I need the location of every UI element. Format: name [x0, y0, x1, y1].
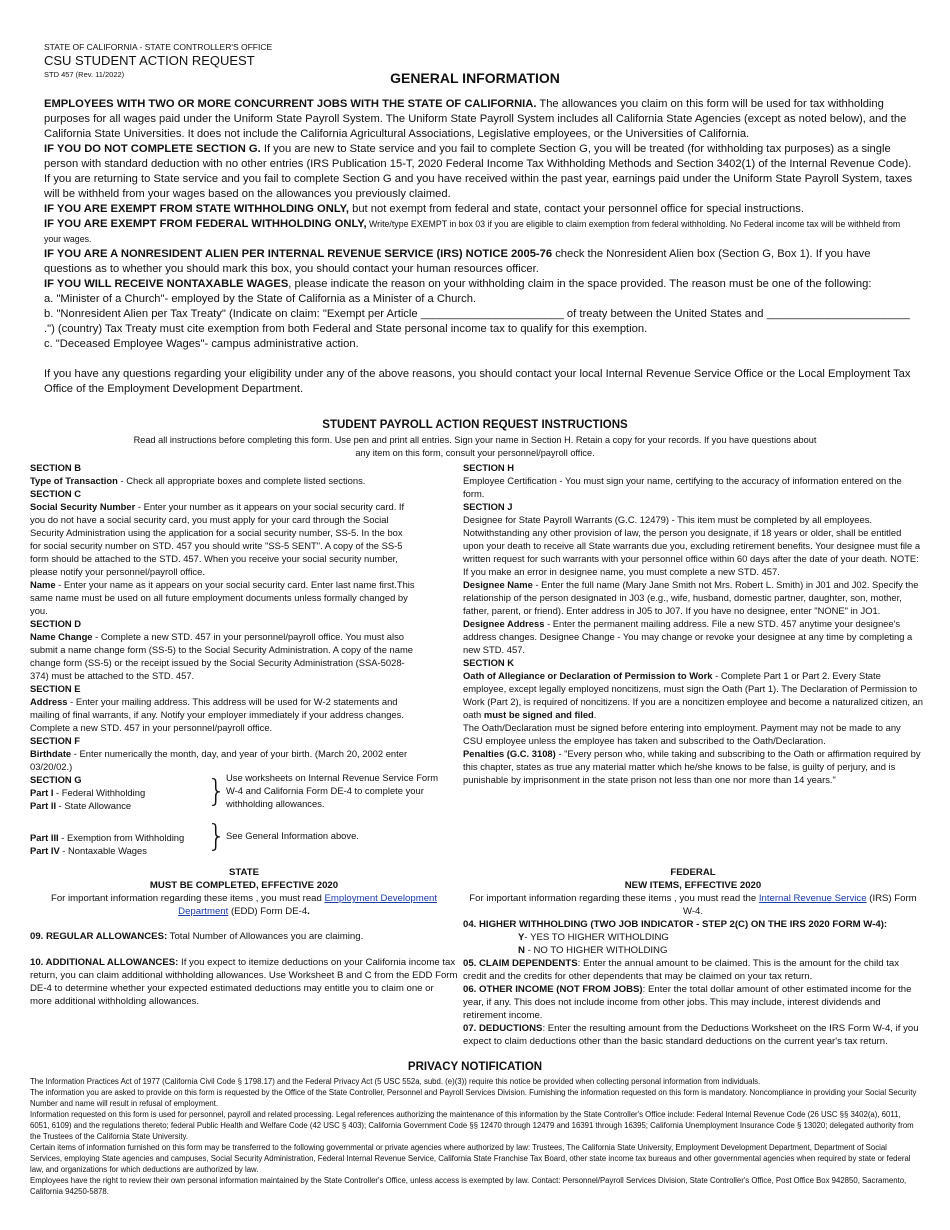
brace-icon: } — [207, 819, 227, 854]
section-k-heading: SECTION K — [463, 657, 515, 668]
nontaxable-paragraph: IF YOU WILL RECEIVE NONTAXABLE WAGES, please indicate the reason on your withholding claim in the space provided. The reason must be one of the following: — [44, 278, 872, 290]
part-iii-label: Part III - Exemption from Withholding — [30, 832, 185, 843]
returning-paragraph: If you are returning to State service and you fail to complete Section G and you have received within the past year, earnings paid under the Uniform State Payroll System, taxes will be withheld from your wages based on the allowances you previously claimed. — [44, 173, 913, 200]
privacy-paragraph: Certain items of information furnished on this form may be transferred to the following governmental or private agencies where authorized by law: Trustees, The California State University, Employment Development Department, Department of Social Services, employing State agencies and campuses, Social Security Administration, Federal Internal Revenue Service, California State Franchise Tax Board, other state income tax bureaus and other governmental agencies when required by state or federal law, and organizations for which deductions are authorized by law. — [30, 1143, 911, 1174]
federal-heading: FEDERAL — [670, 867, 716, 878]
instructions-right-column — [463, 461, 923, 786]
penalties-text: Penalties (G.C. 3108) - "Every person who, while taking and subscribing to the Oath or affirmation required by this chapter, states as true any material matter which he/she knows to be false, is guilty of perjury, and is punishable by imprisonment in the state prison not less than one nor more than 14 years." — [463, 748, 921, 785]
part-iv-label: Part IV - Nontaxable Wages — [30, 845, 147, 856]
birthdate-instructions: Birthdate - Enter numerically the month, day, and year of your birth. (March 20, 2002 enter 03/20/02.) — [30, 748, 408, 772]
state-items-block — [30, 866, 458, 1008]
regular-allowances-text: 09. REGULAR ALLOWANCES: Total Number of Allowances you are claiming. — [30, 931, 364, 942]
employee-certification-text: Employee Certification - You must sign your name, certifying to the accuracy of information entered on the form. — [463, 475, 902, 499]
additional-allowances-text: 10. ADDITIONAL ALLOWANCES: If you expect to itemize deductions on your California income tax return, you can claim additional withholding allowances. Use Worksheet B and C from the EDD Form DE-4 to determine whether your expected estimated deductions may entitle you to claim one or more additional withholding allowances. — [30, 957, 458, 1007]
state-info: For important information regarding these items , you must read Employment Development Department (EDD) Form DE-4. — [50, 893, 438, 917]
designee-warrants-text: Designee for State Payroll Warrants (G.C. 12479) - This item must be completed by all employees. Notwithstanding any other provision of law, the person you designate, if 18 years or older, shall be entitled upon your death to receive all State warrants due you, excluding retirement benefits. Your designee must file a written request for such warrants with your personnel office within 60 days after the date of your death. NOTE: If you make an error in designee name, you must complete a new STD. 457. — [463, 514, 921, 577]
concurrent-jobs-paragraph: EMPLOYEES WITH TWO OR MORE CONCURRENT JOBS WITH THE STATE OF CALIFORNIA. The allowances you claim on this form will be used for tax withholding purposes for all wages paid under the Uniform State Payroll System. The Uniform State Payroll System includes all California State Agencies (except as noted below), and the California State Universities. It does not include the California Agricultural Associations, Legislative employees, or the Universities of California. — [44, 98, 907, 140]
section-f-heading: SECTION F — [30, 735, 81, 746]
nonresident-paragraph: IF YOU ARE A NONRESIDENT ALIEN PER INTERNAL REVENUE SERVICE (IRS) NOTICE 2005-76 check the Nonresident Alien box (Section G, Box 1). If you have questions as to whether you should mark this box, you should contact your human resources officer. — [44, 248, 871, 275]
federal-subheading: NEW ITEMS, EFFECTIVE 2020 — [624, 880, 762, 891]
name-instructions: Name - Enter your name as it appears on your social security card. Enter last name first.This same name must be used on all future employment documents unless formally changed by you. — [30, 579, 415, 616]
section-d-heading: SECTION D — [30, 618, 82, 629]
higher-withholding-heading: 04. HIGHER WITHHOLDING (TWO JOB INDICATOR - STEP 2(C) ON THE IRS 2020 FORM W-4): — [463, 919, 888, 930]
form-number: STD 457 (Rev. 11/2022) — [44, 70, 125, 79]
higher-withholding-no: N - NO TO HIGHER WITHOLDING — [518, 945, 668, 956]
designee-name-text: Designee Name - Enter the full name (Mary Jane Smith not Mrs. Robert L. Smith) in J01 and J02. Specify the relationship of the person designated in J03 (e.g., wife, husband, domestic partner, daughter, son, mother, father, parent, or friend). Enter address in J05 to J07. If you have no designee, enter "NONE" in JO1. — [463, 579, 919, 616]
name-change-instructions: Name Change - Complete a new STD. 457 in your personnel/payroll office. You must also submit a name change form (SS-5) to the Social Security Administration. A copy of the name change form (SS-5) or the receipt issued by the Social Security Administration (SSA-5028-374) must be attached to the STD. 457. — [30, 631, 413, 681]
brace-icon: } — [207, 774, 227, 809]
reason-item-c: c. "Deceased Employee Wages"- campus administrative action. — [44, 338, 359, 350]
state-subheading: MUST BE COMPLETED, EFFECTIVE 2020 — [149, 880, 339, 891]
general-info-body — [44, 97, 914, 397]
claim-dependents-text: 05. CLAIM DEPENDENTS: Enter the annual amount to be claimed. This is the amount for the child tax credit and the credits for other dependents that may be claimed on your tax return. — [463, 958, 900, 982]
no-section-g-paragraph: IF YOU DO NOT COMPLETE SECTION G. If you are new to State service and you fail to complete Section G, you will be treated (for withholding tax purposes) as a single person with standard deduction with no other entries (IRS Publication 15-T, 2020 Federal Income Tax Withholding Methods and Section 3402(1) of the Internal Revenue Code). — [44, 143, 912, 170]
other-income-text: 06. OTHER INCOME (NOT FROM JOBS): Enter the total dollar amount of other estimated income for the year, if any. This does not include income from other jobs. This may include, interest dividends and retirement income. — [463, 984, 912, 1021]
part-i-label: Part I - Federal Withholding — [30, 787, 146, 798]
privacy-title: PRIVACY NOTIFICATION — [407, 1061, 543, 1073]
state-heading: STATE — [228, 867, 260, 878]
part-ii-label: Part II - State Allowance — [30, 800, 132, 811]
instructions-left-column — [30, 461, 439, 859]
general-info-note: See General Information above. — [226, 830, 359, 841]
address-instructions: Address - Enter your mailing address. This address will be used for W-2 statements and mailing of final warrants, if any. Notify your employer immediately if your address changes. Complete a new STD. 457 in your personnel/payroll office. — [30, 696, 404, 733]
section-g-heading: SECTION G — [30, 774, 82, 785]
oath-text: Oath of Allegiance or Declaration of Permission to Work - Complete Part 1 or Part 2. Every State employee, except legally employed noncitizens, must sign the Oath (Part 1). The Declaration of Permission to Work (Part 2), is required of noncitizens. If you are a noncitizen employee and become a naturalized citizen, an oath must be signed and filed. — [463, 670, 923, 720]
privacy-paragraph: Employees have the right to review their own personal information maintained by the State Controller's Office, unless access is exempted by law. Contact: Personnel/Payroll Services Division, State Controller's Office, Post Office Box 942850, Sacramento, California 94250-5878. — [30, 1176, 907, 1196]
deductions-text: 07. DEDUCTIONS: Enter the resulting amount from the Deductions Worksheet on the IRS Form W-4, if you expect to claim deductions other than the basic standard deductions on the current year's tax return. — [463, 1023, 919, 1047]
exempt-state-paragraph: IF YOU ARE EXEMPT FROM STATE WITHHOLDING ONLY, but not exempt from federal and state, contact your personnel office for special instructions. — [44, 203, 804, 215]
section-e-heading: SECTION E — [30, 683, 81, 694]
worksheet-note: Use worksheets on Internal Revenue Service Form W-4 and California Form DE-4 to complete your withholding allowances. — [226, 772, 439, 809]
privacy-paragraph: The information you are asked to provide on this form is requested by the Office of the State Controller, Personnel and Payroll Services Division. Furnishing the information requested on this form is mandatory. Noncompliance in providing your Social Security Number and name will result in refusal of employment. — [30, 1088, 917, 1108]
higher-withholding-yes: Y- YES TO HIGHER WITHOLDING — [518, 932, 669, 943]
privacy-paragraph: The Information Practices Act of 1977 (California Civil Code § 1798.17) and the Federal Privacy Act (5 USC 552a, subd. (e)(3)) require this notice be provided when collecting personal information from individuals. — [30, 1077, 761, 1086]
instructions-intro: Read all instructions before completing this form. Use pen and print all entries. Sign your name in Section H. Retain a copy for your records. If you have questions about any item on this form, consult your personnel/payroll office. — [133, 435, 817, 458]
section-j-heading: SECTION J — [463, 501, 513, 512]
general-info-title: GENERAL INFORMATION — [390, 70, 560, 86]
designee-address-text: Designee Address - Enter the permanent mailing address. File a new STD. 457 anytime your designee's address changes. Designee Change - You may change or revoke your designee at any time by completing a new STD. 457. — [463, 618, 913, 655]
agency-name: STATE OF CALIFORNIA - STATE CONTROLLER'S OFFICE — [44, 42, 273, 52]
reason-item-b: b. "Nonresident Alien per Tax Treaty" (Indicate on claim: "Exempt per Article _______________________ of treaty between the United States and _______________________ .") (country) Tax Treaty must cite exemption from both Federal and State personal income tax to qualify for this exemption. — [44, 308, 910, 335]
irs-link[interactable]: Internal Revenue Service — [758, 893, 867, 904]
section-g-block — [30, 772, 439, 859]
privacy-notification — [30, 1076, 920, 1197]
section-c-heading: SECTION C — [30, 488, 82, 499]
edd-link[interactable]: Employment Development Department — [178, 893, 438, 917]
section-b-text: Type of Transaction - Check all appropriate boxes and complete listed sections. — [30, 475, 366, 486]
federal-items-block — [463, 866, 923, 1048]
section-b-heading: SECTION B — [30, 462, 82, 473]
oath-timing-text: The Oath/Declaration must be signed before entering into employment. Payment may not be made to any CSU employee unless the employee has taken and subscribed to the Oath/Declaration. — [463, 722, 901, 746]
federal-info: For important information regarding these items , you must read the Internal Revenue Service (IRS) Form W-4. — [469, 893, 917, 917]
reason-item-a: a. "Minister of a Church"- employed by the State of California as a Minister of a Church. — [44, 293, 477, 305]
exempt-federal-paragraph: IF YOU ARE EXEMPT FROM FEDERAL WITHHOLDING ONLY, Write/type EXEMPT in box 03 if you are eligible to claim exemption from federal withholding. No Federal income tax will be withheld from your wages. — [44, 218, 901, 244]
privacy-paragraph: Information requested on this form is used for personnel, payroll and related processing. Legal references authorizing the maintenance of this information by the State Controller's Office include: Federal Internal Revenue Code (26 USC §§ 3402(a), 6011, 6051, 6109) and the regulations thereto; federal Public Health and Welfare Code (42 USC § 403); California Government Code §§ 12470 through 12479 and 16391 through 16395; California Unemployment Insurance Code § 13020; delegated authority from the Trustees of the California State University. — [30, 1110, 914, 1141]
instructions-title: STUDENT PAYROLL ACTION REQUEST INSTRUCTIONS — [322, 419, 628, 431]
ssn-instructions: Social Security Number - Enter your number as it appears on your social security card. If you do not have a social security card, you must apply for your card through the Social Security Administration using the application for a social security number, SS-5. In the box for social security number on STD. 457 you should write "SS-5 SENT". A copy of the SS-5 form should be attached to the STD. 457. When you receive your social security number, please notify your personnel/payroll office. — [30, 501, 405, 577]
questions-paragraph: If you have any questions regarding your eligibility under any of the above reasons, you should contact your local Internal Revenue Service Office or the Local Employment Tax Office of the Employment Development Department. — [44, 368, 911, 395]
form-name: CSU STUDENT ACTION REQUEST — [44, 53, 255, 68]
section-h-heading: SECTION H — [463, 462, 515, 473]
